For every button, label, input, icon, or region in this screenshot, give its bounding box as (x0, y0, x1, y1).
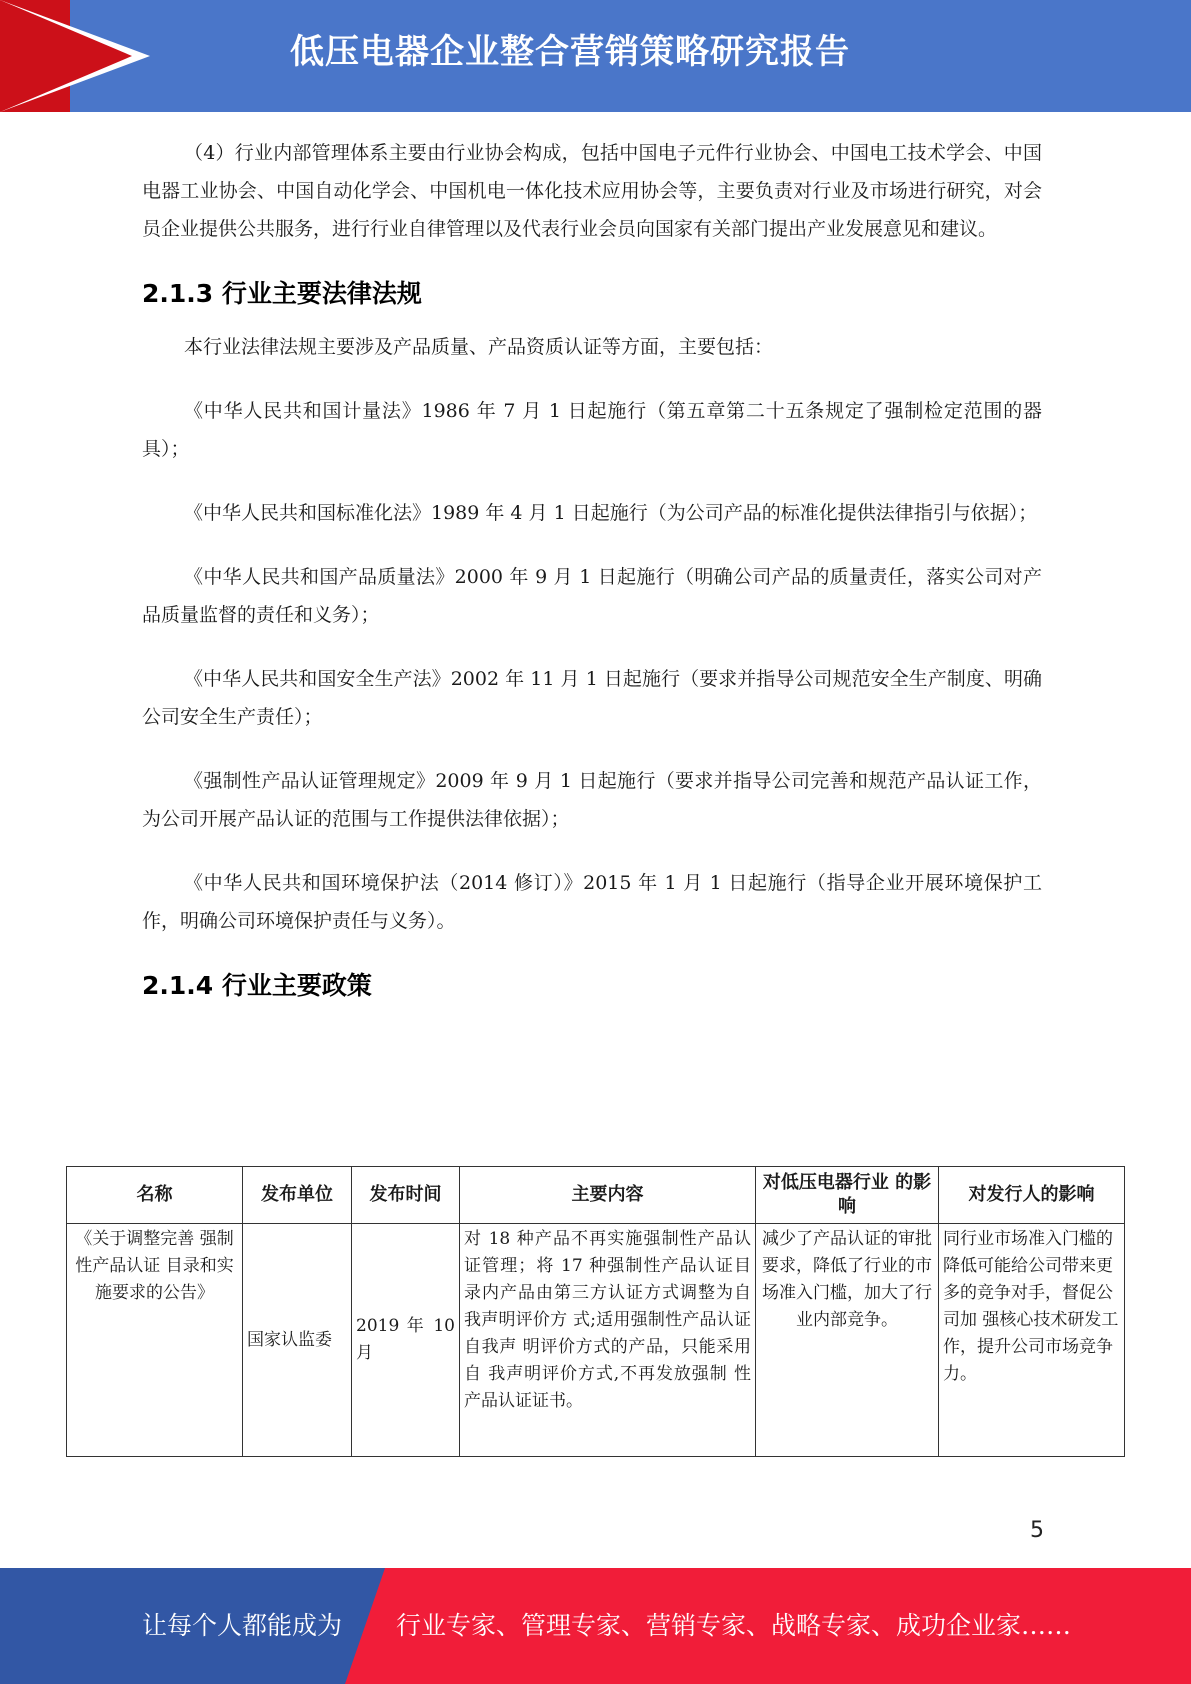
cell-industry-impact: 减少了产品认证的审批要求，降低了行业的市场准入门槛，加大了行业内部竞争。 (756, 1224, 939, 1457)
law-item: 《中华人民共和国计量法》1986 年 7 月 1 日起施行（第五章第二十五条规定了强制检定范围的器具）； (142, 400, 1042, 460)
section-heading-laws: 2.1.3 行业主要法律法规 (142, 279, 422, 308)
law-item: 《强制性产品认证管理规定》2009 年 9 月 1 日起施行（要求并指导公司完善和规范产品认证工作，为公司开展产品认证的范围与工作提供法律依据）； (142, 770, 1042, 830)
law-item: 《中华人民共和国安全生产法》2002 年 11 月 1 日起施行（要求并指导公司规范安全生产制度、明确公司安全生产责任）； (142, 668, 1042, 728)
cell-issuer-impact: 同行业市场准入门槛的降低可能给公司带来更多的竞争对手，督促公司加 强核心技术研发工作，提升公司市场竞争力。 (939, 1224, 1125, 1457)
cell-issuer: 国家认监委 (243, 1224, 352, 1457)
law-item: 《中华人民共和国环境保护法（2014 修订）》2015 年 1 月 1 日起施行（指导企业开展环境保护工作，明确公司环境保护责任与义务）。 (142, 872, 1042, 932)
law-item: 《中华人民共和国产品质量法》2000 年 9 月 1 日起施行（明确公司产品的质量责任，落实公司对产品质量监督的责任和义务）； (142, 566, 1042, 626)
document-body (142, 134, 1042, 1020)
law-item: 《中华人民共和国标准化法》1989 年 4 月 1 日起施行（为公司产品的标准化提供法律指引与依据）； (184, 502, 1038, 524)
paragraph-management-system: （4）行业内部管理体系主要由行业协会构成，包括中国电子元件行业协会、中国电工技术学会、中国电器工业协会、中国自动化学会、中国机电一体化技术应用协会等，主要负责对行业及市场进行研究，对会员企业提供公共服务，进行行业自律管理以及代表行业会员向国家有关部门提出产业发展意见和建议。 (142, 142, 1042, 240)
footer-slogan-left: 让每个人都能成为 (142, 1611, 343, 1640)
footer-banner (0, 1568, 1191, 1684)
header-banner (0, 0, 1191, 112)
cell-policy-name: 《关于调整完善 强制性产品认证 目录和实施要求的公告》 (67, 1224, 243, 1457)
column-header-industry-impact: 对低压电器行业 的影响 (756, 1167, 939, 1224)
table-header-row (67, 1167, 1125, 1224)
page-number: 5 (1030, 1518, 1044, 1543)
cell-content: 对 18 种产品不再实施强制性产品认证管理；将 17 种强制性产品认证目录内产品由第三方认证方式调整为自我声明评价方 式;适用强制性产品认证自我声 明评价方式的产品，只能采用自 我声明评价方式,不再发放强制 性产品认证证书。 (460, 1224, 756, 1457)
footer-slogan-right: 行业专家、管理专家、营销专家、战略专家、成功企业家…… (396, 1611, 1072, 1640)
policy-table (66, 1166, 1125, 1457)
header-chevron-arrow (0, 0, 150, 112)
page-title: 低压电器企业整合营销策略研究报告 (290, 32, 850, 72)
laws-intro: 本行业法律法规主要涉及产品质量、产品资质认证等方面，主要包括： (184, 336, 774, 358)
column-header-name: 名称 (67, 1167, 243, 1224)
column-header-date: 发布时间 (352, 1167, 460, 1224)
table-row (67, 1224, 1125, 1457)
column-header-issuer: 发布单位 (243, 1167, 352, 1224)
column-header-content: 主要内容 (460, 1167, 756, 1224)
footer-blue-slant (345, 1568, 385, 1684)
cell-date: 2019 年 10 月 (352, 1224, 460, 1457)
column-header-issuer-impact: 对发行人的影响 (939, 1167, 1125, 1224)
section-heading-policies: 2.1.4 行业主要政策 (142, 971, 372, 1000)
